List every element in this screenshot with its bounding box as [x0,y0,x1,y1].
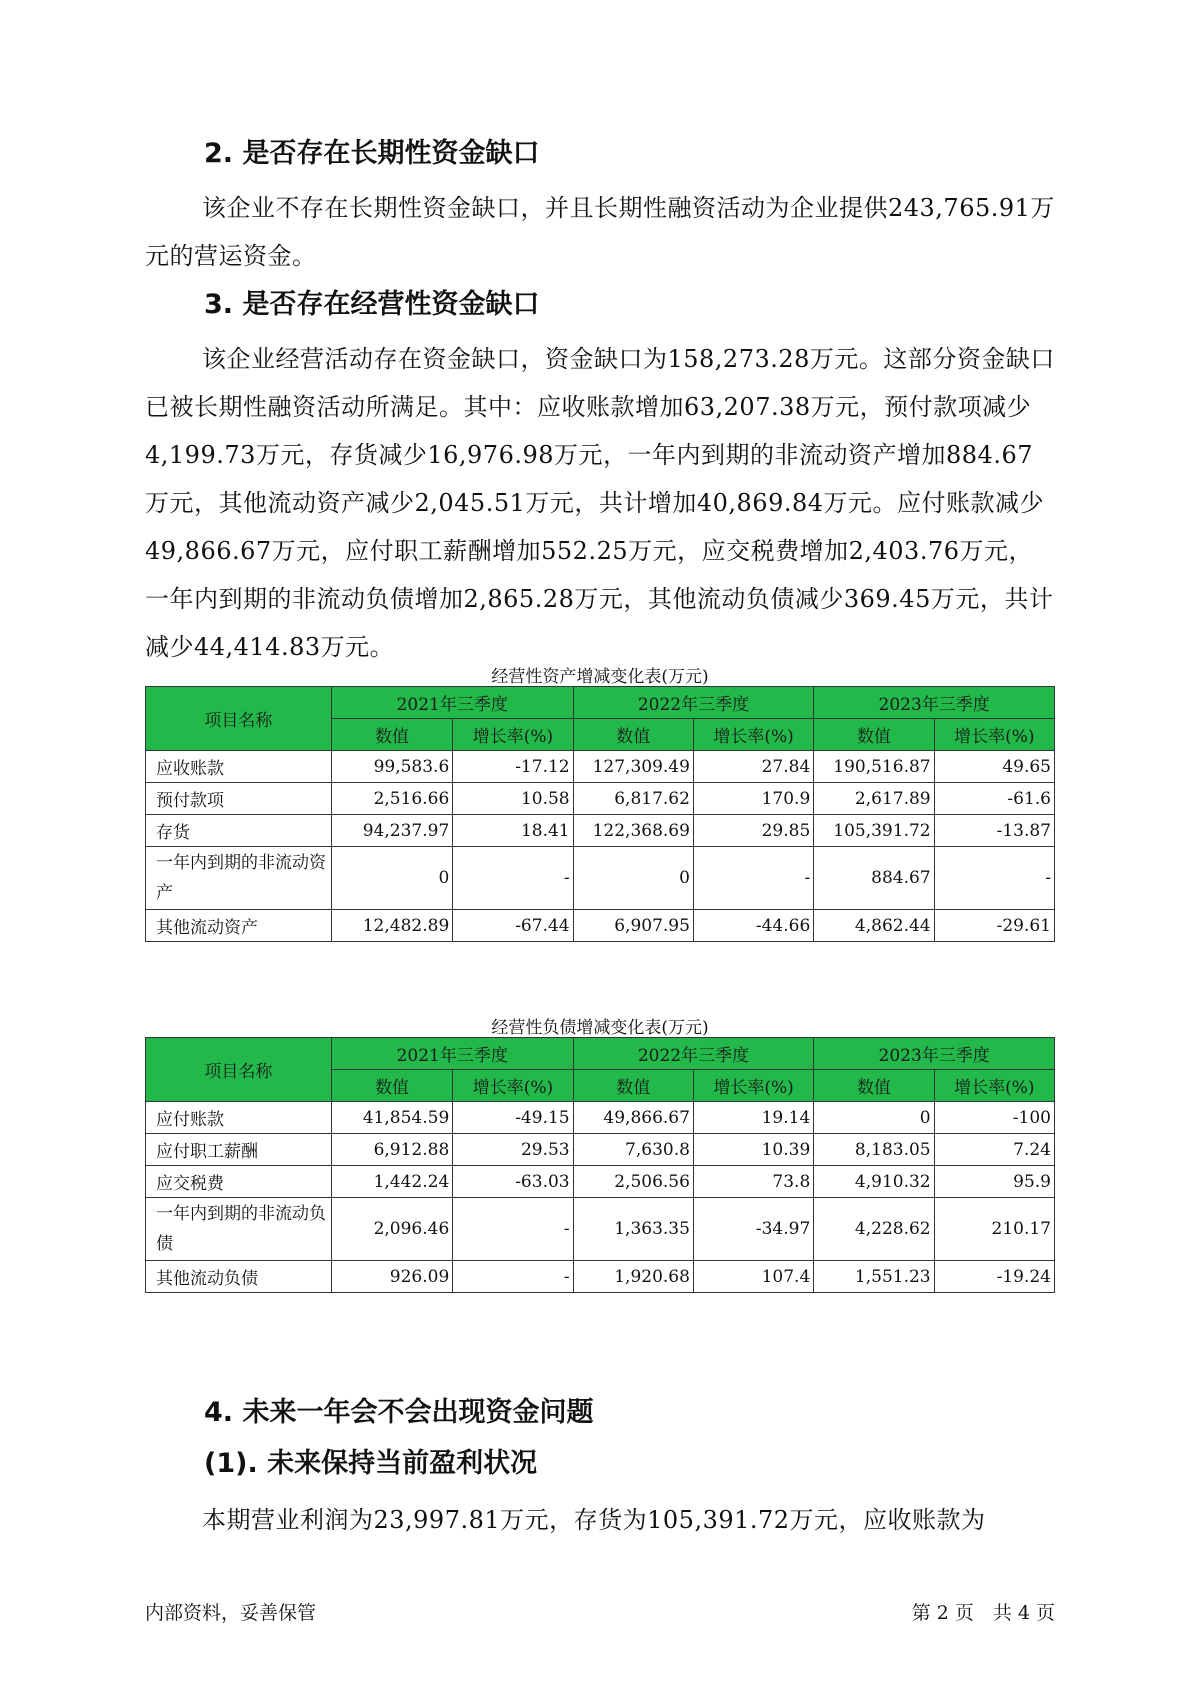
section4-subheading: (1). 未来保持当前盈利状况 [204,1448,538,1479]
cell-value: 105,391.72 [814,815,934,847]
table-row [146,847,1055,910]
cell-value: 190,516.87 [814,751,934,783]
section4-heading: 4. 未来一年会不会出现资金问题 [204,1397,594,1428]
table2-caption: 经营性负债增减变化表(万元) [491,1018,709,1038]
liabilities-change-table [145,1037,1055,1293]
cell-value: 2,617.89 [814,783,934,815]
value-subheader: 数值 [573,1070,693,1102]
cell-value: 6,907.95 [573,910,693,942]
footer-page-number: 第 2 页 共 4 页 [911,1602,1055,1624]
cell-value: 94,237.97 [331,815,452,847]
period-header: 2021年三季度 [331,687,573,719]
cell-value: 0 [331,847,452,910]
table-row [146,910,1055,942]
cell-growth: - [453,847,573,910]
cell-value: 41,854.59 [331,1102,452,1134]
row-name: 存货 [146,815,332,847]
cell-growth: 10.58 [453,783,573,815]
row-name: 一年内到期的非流动负债 [146,1198,332,1261]
cell-value: 1,363.35 [573,1198,693,1261]
period-header: 2023年三季度 [814,1038,1055,1070]
section4-paragraph: 本期营业利润为23,997.81万元，存货为105,391.72万元，应收账款为 [202,1506,986,1534]
value-subheader: 数值 [814,1070,934,1102]
cell-growth: -67.44 [453,910,573,942]
cell-value: 99,583.6 [331,751,452,783]
growth-subheader: 增长率(%) [934,719,1054,751]
table-row [146,1134,1055,1166]
growth-subheader: 增长率(%) [934,1070,1054,1102]
cell-growth: 73.8 [693,1166,813,1198]
cell-growth: 95.9 [934,1166,1054,1198]
cell-growth: -49.15 [453,1102,573,1134]
table-row [146,1198,1055,1261]
cell-growth: 29.53 [453,1134,573,1166]
cell-value: 12,482.89 [331,910,452,942]
cell-value: 4,910.32 [814,1166,934,1198]
cell-growth: 170.9 [693,783,813,815]
value-subheader: 数值 [331,719,452,751]
cell-growth: 18.41 [453,815,573,847]
cell-growth: 29.85 [693,815,813,847]
section3-heading: 3. 是否存在经营性资金缺口 [204,289,540,320]
cell-growth: -19.24 [934,1261,1054,1293]
table-row [146,1261,1055,1293]
cell-growth: 107.4 [693,1261,813,1293]
cell-value: 2,096.46 [331,1198,452,1261]
cell-growth: 7.24 [934,1134,1054,1166]
row-name: 一年内到期的非流动资产 [146,847,332,910]
value-subheader: 数值 [331,1070,452,1102]
section2-paragraph: 该企业不存在长期性资金缺口，并且长期性融资活动为企业提供243,765.91万元的营运资金。 [145,194,1055,270]
table-row [146,783,1055,815]
row-name: 其他流动负债 [146,1261,332,1293]
period-header: 2023年三季度 [814,687,1055,719]
assets-change-table [145,686,1055,942]
col-item-header: 项目名称 [146,687,332,751]
growth-subheader: 增长率(%) [693,719,813,751]
table-row [146,1166,1055,1198]
cell-value: 4,862.44 [814,910,934,942]
cell-value: 6,912.88 [331,1134,452,1166]
cell-growth: - [453,1261,573,1293]
cell-value: 2,516.66 [331,783,452,815]
cell-growth: - [934,847,1054,910]
value-subheader: 数值 [573,719,693,751]
growth-subheader: 增长率(%) [693,1070,813,1102]
cell-growth: 210.17 [934,1198,1054,1261]
section2-heading: 2. 是否存在长期性资金缺口 [204,138,540,169]
cell-growth: -63.03 [453,1166,573,1198]
cell-growth: -61.6 [934,783,1054,815]
cell-value: 0 [573,847,693,910]
period-header: 2021年三季度 [331,1038,573,1070]
table-row [146,751,1055,783]
col-item-header: 项目名称 [146,1038,332,1102]
cell-value: 1,920.68 [573,1261,693,1293]
cell-growth: -34.97 [693,1198,813,1261]
footer-confidential-note: 内部资料，妥善保管 [145,1602,317,1624]
section3-paragraph: 该企业经营活动存在资金缺口，资金缺口为158,273.28万元。这部分资金缺口已被长期性融资活动所满足。其中：应收账款增加63,207.38万元，预付款项减少4,199.73万元，存货减少16,976.98万元，一年内到期的非流动资产增加884.67万元，其他流动资产减少2,045.51万元，共计增加40,869.84万元。应付账款减少49,866.67万元，应付职工薪酬增加552.25万元，应交税费增加2,403.76万元，一年内到期的非流动负债增加2,865.28万元，其他流动负债减少369.45万元，共计减少44,414.83万元。 [145,345,1055,661]
cell-growth: - [453,1198,573,1261]
cell-growth: 19.14 [693,1102,813,1134]
cell-value: 127,309.49 [573,751,693,783]
cell-growth: 10.39 [693,1134,813,1166]
table-row [146,815,1055,847]
table-row [146,1102,1055,1134]
cell-growth: -44.66 [693,910,813,942]
row-name: 预付款项 [146,783,332,815]
cell-value: 122,368.69 [573,815,693,847]
row-name: 应交税费 [146,1166,332,1198]
period-header: 2022年三季度 [573,1038,814,1070]
cell-value: 1,551.23 [814,1261,934,1293]
cell-value: 884.67 [814,847,934,910]
cell-value: 2,506.56 [573,1166,693,1198]
cell-growth: -13.87 [934,815,1054,847]
cell-value: 7,630.8 [573,1134,693,1166]
cell-growth: -17.12 [453,751,573,783]
cell-growth: 49.65 [934,751,1054,783]
cell-value: 1,442.24 [331,1166,452,1198]
cell-growth: - [693,847,813,910]
row-name: 应收账款 [146,751,332,783]
cell-value: 49,866.67 [573,1102,693,1134]
cell-value: 926.09 [331,1261,452,1293]
cell-growth: 27.84 [693,751,813,783]
row-name: 应付账款 [146,1102,332,1134]
cell-value: 4,228.62 [814,1198,934,1261]
cell-growth: -29.61 [934,910,1054,942]
row-name: 其他流动资产 [146,910,332,942]
period-header: 2022年三季度 [573,687,814,719]
row-name: 应付职工薪酬 [146,1134,332,1166]
cell-value: 0 [814,1102,934,1134]
table1-caption: 经营性资产增减变化表(万元) [491,667,709,687]
cell-value: 8,183.05 [814,1134,934,1166]
value-subheader: 数值 [814,719,934,751]
growth-subheader: 增长率(%) [453,1070,573,1102]
cell-growth: -100 [934,1102,1054,1134]
growth-subheader: 增长率(%) [453,719,573,751]
cell-value: 6,817.62 [573,783,693,815]
